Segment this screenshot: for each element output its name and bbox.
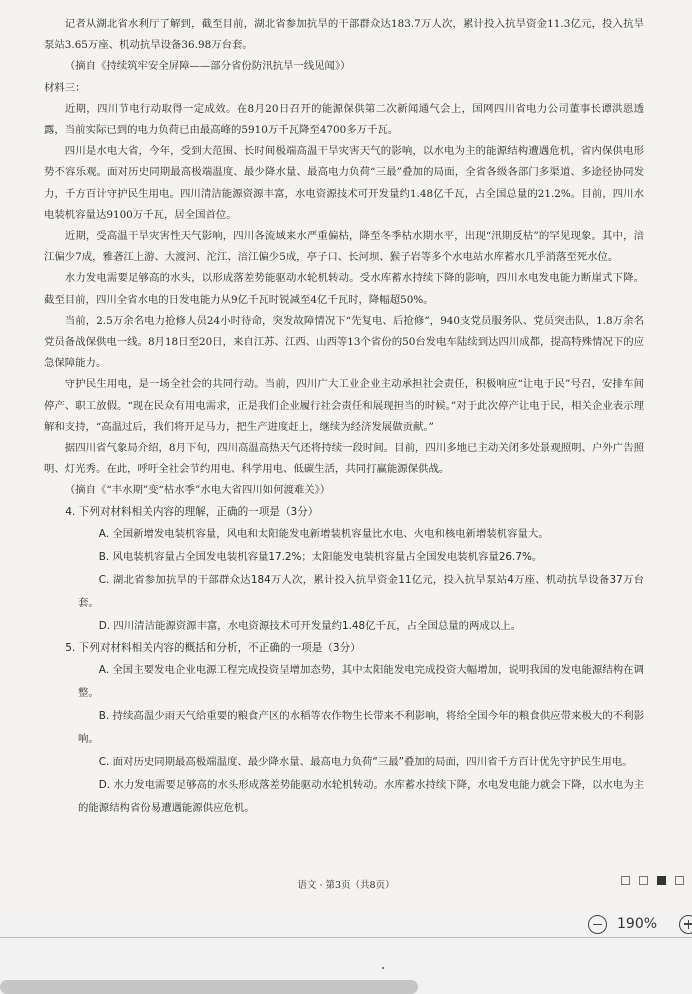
question-5-option-d: D. 水力发电需要足够高的水头形成落差势能驱动水轮机转动。水库蓄水持续下降，水电发电能力就会下降，以水电为主的能源结构省份易遭遇能源供应危机。 xyxy=(78,779,644,815)
decorative-dot xyxy=(382,967,384,969)
question-4-option-c: C. 湖北省参加抗旱的干部群众达184万人次，累计投入抗旱资金11亿元，投入抗旱泵站4万座、机动抗旱设备37万台套。 xyxy=(78,573,644,609)
viewer-toolbar xyxy=(0,915,692,994)
top-source-citation: （摘自《持续筑牢安全屏障——部分省份防汛抗旱一线见闻》） xyxy=(64,60,351,73)
material3-paragraph: 水力发电需要足够高的水头，以形成落差势能驱动水轮机转动。受水库蓄水持续下降的影响，四川水电发电能力断崖式下降。截至目前，四川全省水电的日发电能力从9亿千瓦时锐减至4亿千瓦时，降幅超50%。 xyxy=(44,272,644,306)
question-4-option-b: B. 风电装机容量占全国发电装机容量17.2%；太阳能发电装机容量占全国发电装机容量26.7%。 xyxy=(98,550,543,563)
zoom-level: 190% xyxy=(617,916,658,932)
page-footer: 语文 · 第3页（共8页） xyxy=(297,880,395,891)
page-indicator-current-square-icon[interactable] xyxy=(657,876,666,885)
material3-heading: 材料三： xyxy=(44,81,86,94)
page-indicator-square-icon[interactable] xyxy=(621,876,630,885)
question-4-option-d: D. 四川清洁能源资源丰富，水电资源技术可开发量约1.48亿千瓦，占全国总量的两成以上。 xyxy=(98,619,521,632)
zoom-out-button[interactable] xyxy=(588,915,607,934)
zoom-in-button[interactable] xyxy=(679,915,692,934)
material3-paragraph: 近期，四川节电行动取得一定成效。在8月20日召开的能源保供第二次新闻通气会上，国网四川省电力公司董事长谭洪恩透露，当前实际已到的电力负荷已由最高峰的5910万千瓦降至4700多万千瓦。 xyxy=(44,102,644,137)
question-4-option-a: A. 全国新增发电装机容量，风电和太阳能发电新增装机容量比水电、火电和核电新增装机容量大。 xyxy=(98,527,549,540)
material3-paragraph: 当前，2.5万余名电力抢修人员24小时待命，突发故障情况下“先复电、后抢修”，940支党员服务队、党员突击队，1.8万余名党员备战保供电一线。8月18日至20日，来自江苏、江西、山西等13个省份的50台发电车陆续到达四川成都，提高特殊情况下的应急保障能力。 xyxy=(44,314,644,370)
question-4-stem: 4. 下列对材料相关内容的理解，正确的一项是（3分） xyxy=(65,505,319,518)
material3-paragraph: 据四川省气象局介绍，8月下旬，四川高温高热天气还将持续一段时间。目前，四川多地已主动关闭多处景观照明、户外广告照明、灯光秀。在此，呼吁全社会节约用电、科学用电、低碳生活，共同打赢能源保供战。 xyxy=(44,442,644,476)
document-content xyxy=(44,14,644,820)
horizontal-scrollbar[interactable] xyxy=(0,980,418,994)
top-paragraph: 记者从湖北省水利厅了解到，截至目前，湖北省参加抗旱的干部群众达183.7万人次，累计投入抗旱资金11.3亿元，投入抗旱泵站3.65万座、机动抗旱设备36.98万台套。 xyxy=(44,18,644,52)
material3-paragraph: 守护民生用电，是一场全社会的共同行动。当前，四川广大工业企业主动承担社会责任，积极响应“让电于民”号召，安排车间停产、职工放假。“现在民众有用电需求，正是我们企业履行社会责任和展现担当的时候。”对于此次停产让电于民，相关企业表示理解和支持，“高温过后，我们将开足马力，把生产进度赶上，继续为经济发展做贡献。” xyxy=(44,378,644,433)
material3-paragraph: 四川是水电大省，今年，受到大范围、长时间极端高温干旱灾害天气的影响，以水电为主的能源结构遭遇危机，省内保供电形势不容乐观。面对历史同期最高极端温度、最少降水量、最高电力负荷“三最”叠加的局面，全省各级各部门多渠道、多途径协同发力，千方百计守护民生用电。四川清洁能源资源丰富，水电资源技术可开发量约1.48亿千瓦，占全国总量的21.2%。目前，四川水电装机容量达9100万千瓦，居全国首位。 xyxy=(44,145,644,221)
minus-icon xyxy=(593,924,602,926)
page-indicator-square-icon[interactable] xyxy=(639,876,648,885)
question-5-stem: 5. 下列对材料相关内容的概括和分析，不正确的一项是（3分） xyxy=(65,641,361,654)
material3-source-citation: （摘自《“丰水期”变“枯水季”水电大省四川如何渡难关》） xyxy=(64,484,331,497)
page-indicator-square-icon[interactable] xyxy=(675,876,684,885)
question-5-option-c: C. 面对历史同期最高极端温度、最少降水量、最高电力负荷“三最”叠加的局面，四川省千方百计优先守护民生用电。 xyxy=(98,756,633,769)
question-5-option-b: B. 持续高温少雨天气给重要的粮食产区的水稻等农作物生长带来不利影响，将给全国今年的粮食供应带来极大的不利影响。 xyxy=(78,710,644,746)
page-indicator xyxy=(621,876,684,885)
toolbar-divider xyxy=(0,937,692,938)
question-5-option-a: A. 全国主要发电企业电源工程完成投资呈增加态势，其中太阳能发电完成投资大幅增加，说明我国的发电能源结构在调整。 xyxy=(78,664,644,700)
material3-paragraph: 近期，受高温干旱灾害性天气影响，四川各流域来水严重偏枯，降至冬季枯水期水平，出现“汛期反枯”的罕见现象。其中，涪江偏少7成，雅砻江上游、大渡河、沱江、涪江偏少5成，亭子口、长河坝、猴子岩等多个水电站水库蓄水几乎消落至死水位。 xyxy=(44,230,644,264)
